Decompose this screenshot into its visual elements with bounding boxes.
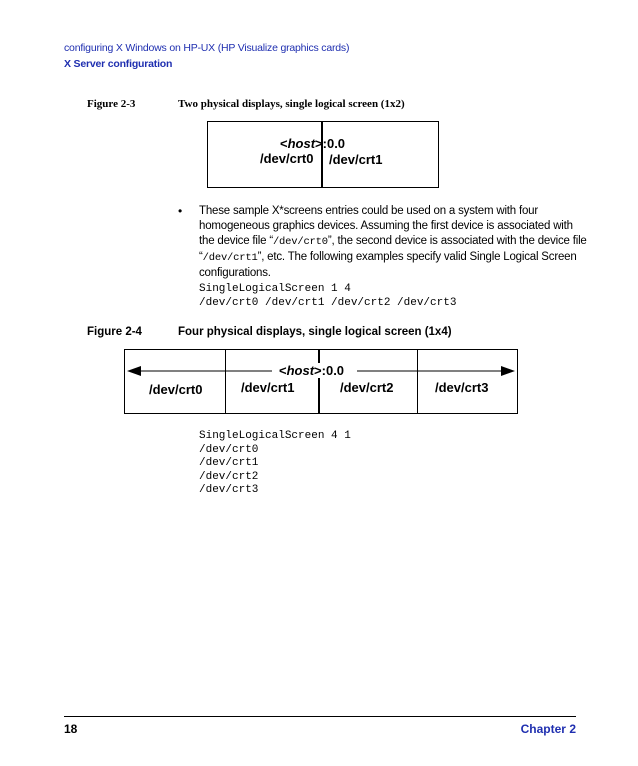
bullet-marker: • <box>178 204 183 218</box>
running-header-title: configuring X Windows on HP-UX (HP Visualize graphics cards) <box>64 42 350 54</box>
logical-screen-label: <host>:0.0 <box>280 136 346 151</box>
figure-2-3-label: Figure 2-3 <box>87 98 136 110</box>
chapter-label: Chapter 2 <box>520 722 576 736</box>
code-example-2: SingleLogicalScreen 4 1 /dev/crt0 /dev/crt1 /dev/crt2 /dev/crt3 <box>199 430 351 496</box>
footer-rule <box>64 716 576 717</box>
display-crt0-label: /dev/crt0 <box>149 382 203 397</box>
page-number: 18 <box>64 722 78 736</box>
figure-2-3-diagram <box>207 121 439 188</box>
display-divider <box>321 122 323 187</box>
display-crt1-label: /dev/crt1 <box>241 380 295 395</box>
code-example-1: SingleLogicalScreen 1 4 /dev/crt0 /dev/crt1 /dev/crt2 /dev/crt3 <box>199 283 457 309</box>
display-crt3-label: /dev/crt3 <box>435 380 489 395</box>
display-crt2-label: /dev/crt2 <box>340 380 394 395</box>
figure-2-4-label: Figure 2-4 <box>87 326 142 338</box>
running-header-section: X Server configuration <box>64 58 173 70</box>
display-crt1-label: /dev/crt1 <box>329 152 383 167</box>
figure-2-4-caption: Four physical displays, single logical screen (1x4) <box>178 326 452 338</box>
figure-2-4-diagram <box>124 349 518 414</box>
display-crt0-label: /dev/crt0 <box>260 151 314 166</box>
logical-screen-label: <host>:0.0 <box>279 363 345 378</box>
figure-2-3-caption: Two physical displays, single logical screen (1x2) <box>178 98 405 110</box>
bullet-paragraph: These sample X*screens entries could be used on a system with four homogeneous graphics devices. Assuming the first device is associated with the device file “/dev/crt0”, the second device is associated with the device file “/dev/crt1”, etc. The following examples specify valid Single Logical Screen configurations. <box>199 205 587 279</box>
